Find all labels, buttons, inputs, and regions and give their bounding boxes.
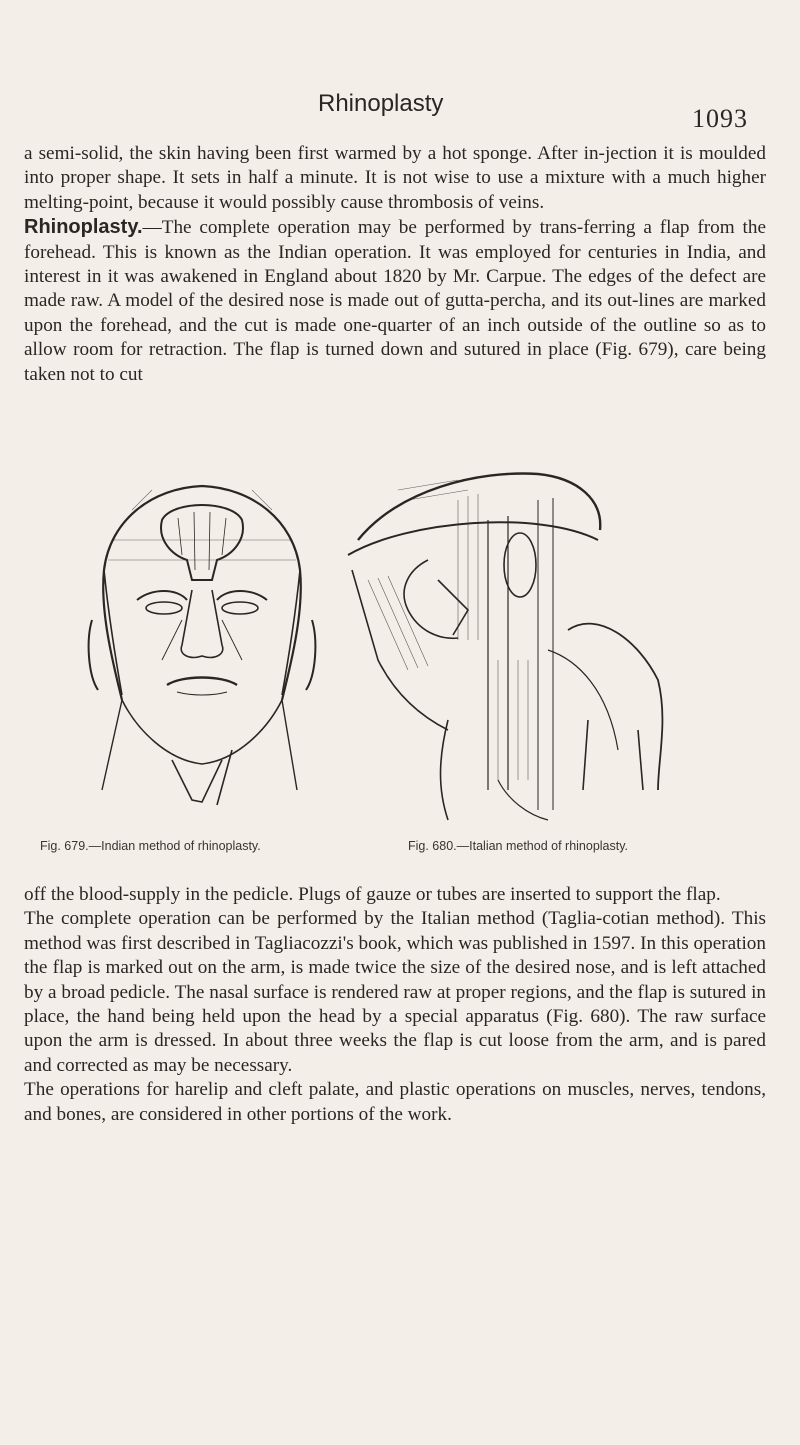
figure-679-illustration — [82, 460, 322, 830]
paragraph-body: —The complete operation may be performed by trans-ferring a flap from the forehead. This is known as the Indian operation. It was employed for centuries in India, and interest in it was awakened in England about 1820 by Mr. Carpue. The edges of the defect are made raw. A model of the desired nose is made out of gutta-percha, and its out-lines are marked upon the forehead, and the cut is made one-quarter of an inch outside of the outline so as to allow room for retraction. The flap is turned down and sutured in place (Fig. 679), care being taken not to cut — [24, 217, 766, 385]
figure-679-caption: Fig. 679.—Indian method of rhinoplasty. — [40, 839, 261, 853]
paragraph-pedicle: off the blood-supply in the pedicle. Plugs of gauze or tubes are inserted to support the flap. — [24, 884, 721, 905]
figures-row — [0, 460, 800, 860]
page-header — [0, 90, 800, 133]
paragraph-other-operations: The operations for harelip and cleft palate, and plastic operations on muscles, nerves, tendons, and bones, are considered in other portions of the work. — [24, 1079, 766, 1125]
bottom-text-block — [24, 883, 766, 1127]
figure-680-illustration — [338, 460, 688, 830]
paragraph-italian-method: The complete operation can be performed by the Italian method (Taglia-cotian method). This method was first described in Tagliacozzi's book, which was published in 1597. In this operation the flap is marked out on the arm, is made twice the size of the desired nose, and is left attached by a broad pedicle. The nasal surface is rendered raw at proper regions, and the flap is sutured in place, the hand being held upon the head by a special apparatus (Fig. 680). The raw surface upon the arm is dressed. In about three weeks the flap is cut loose from the arm, and is pared and corrected as may be necessary. — [24, 908, 766, 1076]
indian-method-drawing — [82, 460, 322, 830]
top-text-block — [24, 142, 766, 387]
page-number: 1093 — [692, 104, 748, 133]
paragraph-continuation: a semi-solid, the skin having been first warmed by a hot sponge. After in-jection it is moulded into proper shape. It sets in half a minute. It is not wise to use a mixture with a much higher melting-point, because it would possibly cause thrombosis of veins. — [24, 143, 766, 213]
section-lead-in: Rhinoplasty. — [24, 216, 143, 239]
italian-method-drawing — [338, 460, 688, 830]
running-title: Rhinoplasty — [318, 90, 444, 117]
figure-680-caption: Fig. 680.—Italian method of rhinoplasty. — [408, 839, 629, 853]
paragraph-rhinoplasty — [24, 215, 766, 387]
